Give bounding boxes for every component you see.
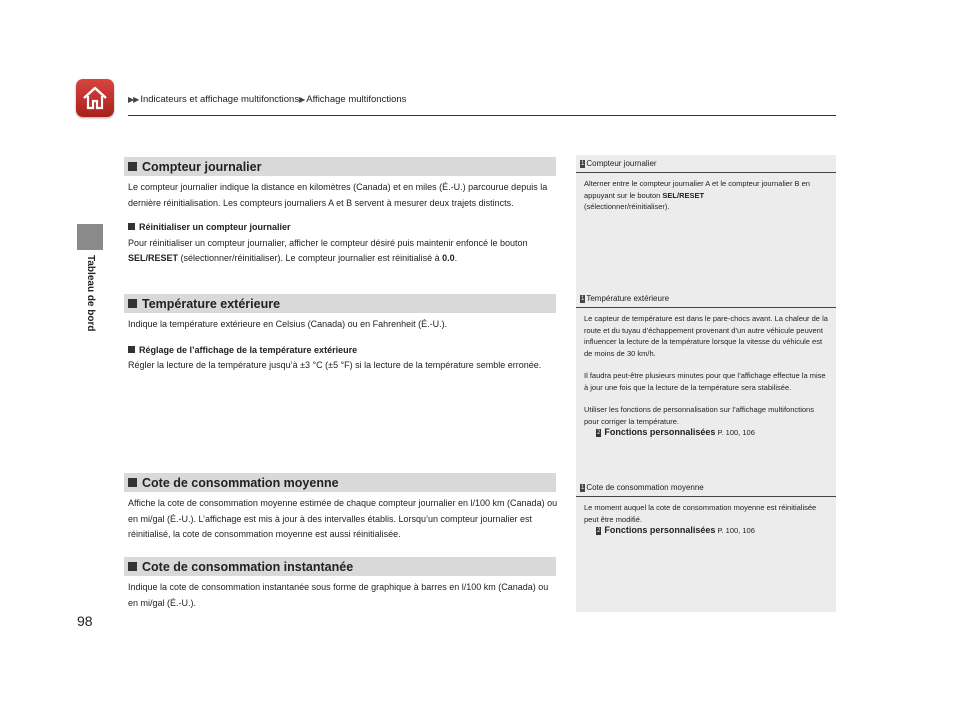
cross-reference-icon: 2 [597,430,601,436]
note-title: 1 Cote de consommation moyenne [581,483,704,492]
subheading-temp-adjust: Réglage de l’affichage de la température extérieure [128,343,560,359]
note-average [576,482,836,537]
section-heading-trip [124,157,556,176]
section-body-average [128,496,560,543]
paragraph: Indique la cote de consommation instantanée sous forme de graphique à barres en l/100 km (Canada) ou en mi/gal (É.-U.). [128,582,549,608]
note-number-icon: 1 [581,485,585,491]
button-name: SEL/RESET [662,190,705,200]
section-body-trip [128,180,560,267]
section-title: Cote de consommation moyenne [142,475,339,490]
paragraph: Le compteur journalier indique la distance en kilomètres (Canada) et en miles (É.-U.) parcourue depuis la dernière réinitialisation. Les compteurs journaliers A et B servent à mesurer deux trajets distincts. [128,182,548,208]
home-icon [81,84,109,112]
note-body: Alterner entre le compteur journalier A et le compteur journalier B en appuyant sur le bouton SEL/RESET (sélectionner/réinitialiser). [584,179,810,211]
cross-reference-link[interactable]: 2 Fonctions personnalisées P. 100, 106 [597,525,755,535]
note-body: Le capteur de température est dans le pare-chocs avant. La chaleur de la route et du tuyau d’échappement provenant d’un autre véhicule peuvent influencer la lecture de la température lorsque la vitesse du véhicule est de moins de 30 km/h. Il faudra peut-être plusieurs minutes pour que l’affichage effectue la mise à jour une fois que la lecture de la température sera stabilisée. Utiliser les fonctions de personnalisation sur l’affichage multifonctions pour corriger la température. 2 Fonctions personnalisées P. 100, 106 [584,314,828,437]
page-number: 98 [77,613,93,629]
paragraph-reset: Pour réinitialiser un compteur journalier, afficher le compteur désiré puis maintenir enfoncé le bouton SEL/RESET (sélectionner/réinitialiser). Le compteur journalier est réinitialisé à 0.0. [128,237,528,263]
breadcrumb-item[interactable]: Indicateurs et affichage multifonctions [140,94,300,105]
square-bullet-icon [128,299,137,308]
section-title: Compteur journalier [142,159,262,174]
note-title: 1 Compteur journalier [581,159,657,168]
breadcrumb [128,94,406,105]
paragraph: Affiche la cote de consommation moyenne estimée de chaque compteur journalier en l/100 km (Canada) ou en mi/gal (É.-U.). L’affichage est mis à jour à des intervalles établis. Lorsqu’un compteur journalier est réinitialisé, la cote de consommation moyenne est aussi réinitialisée. [128,498,558,539]
square-bullet-icon [128,346,135,353]
paragraph: Régler la lecture de la température jusqu’à ±3 °C (±5 °F) si la lecture de la température semble erronée. [128,360,542,370]
section-heading-instant [124,557,556,576]
square-bullet-icon [128,478,137,487]
breadcrumb-arrow-icon: ▶▶ [128,95,139,104]
paragraph: Indique la température extérieure en Celsius (Canada) ou en Fahrenheit (É.-U.). [128,319,448,329]
note-number-icon: 1 [581,161,585,167]
note-title: 1 Température extérieure [581,294,670,303]
section-title: Température extérieure [142,296,281,311]
cross-reference-icon: 2 [597,528,601,534]
chapter-label: Tableau de bord [85,255,96,332]
reset-value: 0.0 [442,253,455,263]
section-heading-temp [124,294,556,313]
chapter-tab [77,224,103,250]
note-trip [576,158,836,213]
cross-reference-link[interactable]: 2 Fonctions personnalisées P. 100, 106 [597,427,755,437]
note-body: Le moment auquel la cote de consommation moyenne est réinitialisée peut être modifié. 2 Fonctions personnalisées P. 100, 106 [576,497,836,537]
home-button[interactable] [76,79,114,117]
square-bullet-icon [128,162,137,171]
section-heading-average [124,473,556,492]
note-number-icon: 1 [581,296,585,302]
button-name: SEL/RESET [128,253,179,263]
square-bullet-icon [128,562,137,571]
section-body-instant [128,580,560,611]
breadcrumb-item[interactable]: Affichage multifonctions [306,94,407,105]
subheading-reset: Réinitialiser un compteur journalier [128,220,560,236]
note-temp [576,293,836,439]
section-title: Cote de consommation instantanée [142,559,354,574]
header-divider [128,115,836,116]
square-bullet-icon [128,223,135,230]
breadcrumb-arrow-icon: ▶ [299,95,305,104]
section-body-temp [128,317,560,374]
